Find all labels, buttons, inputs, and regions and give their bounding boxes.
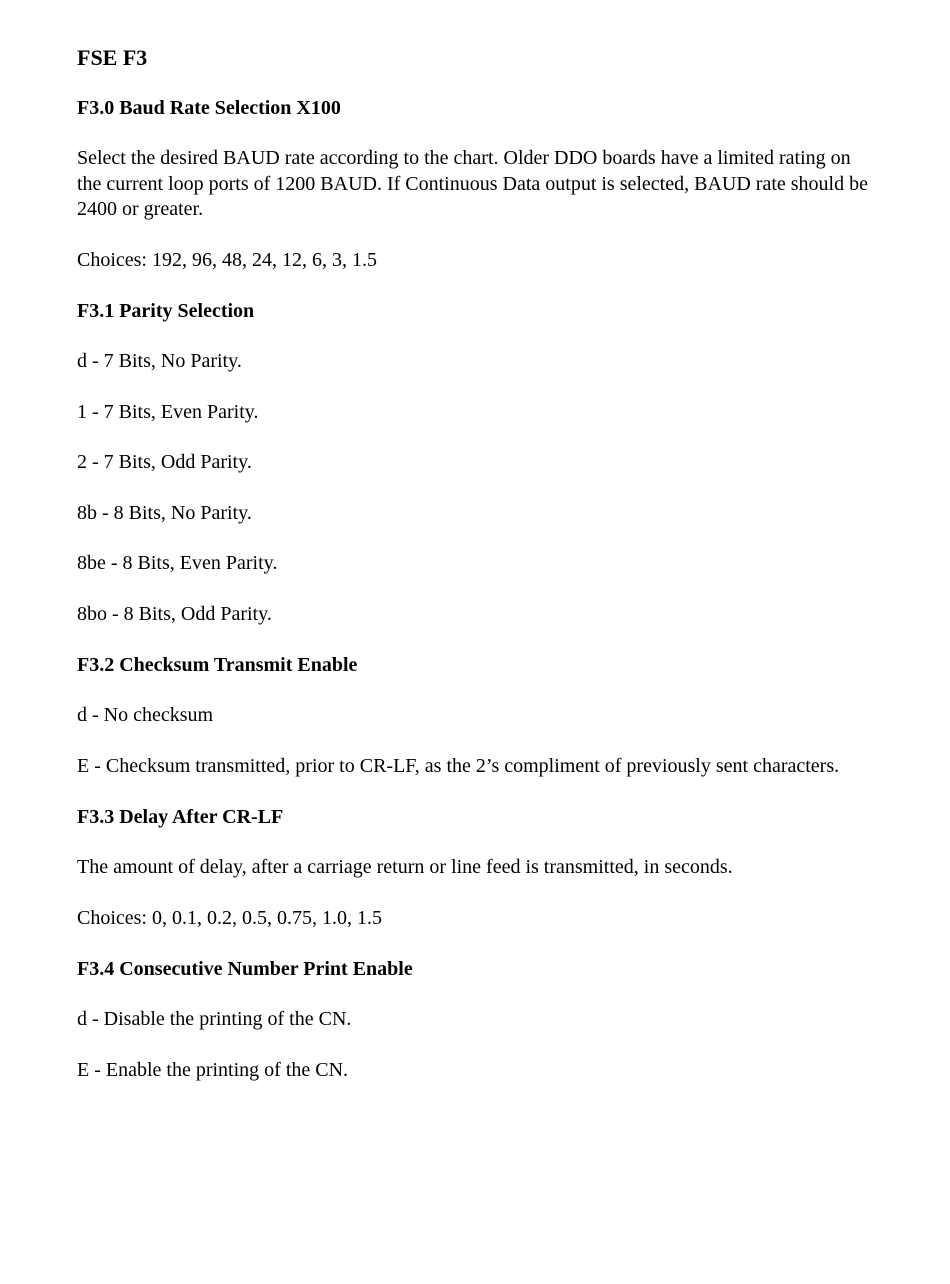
paragraph: 8be - 8 Bits, Even Parity. <box>77 552 278 574</box>
section-f3-2 <box>77 652 877 779</box>
paragraph: 8b - 8 Bits, No Parity. <box>77 501 252 524</box>
paragraph: d - No checksum <box>77 704 214 726</box>
paragraph: Select the desired BAUD rate according to the chart. Older DDO boards have a limited rating on the current loop ports of 1200 BAUD. If Continuous Data output is selected, BAUD rate should be 2400 or greater. <box>77 147 868 220</box>
section-heading: F3.3 Delay After CR-LF <box>77 806 284 828</box>
paragraph: Choices: 192, 96, 48, 24, 12, 6, 3, 1.5 <box>77 248 377 271</box>
section-heading: F3.0 Baud Rate Selection X100 <box>77 97 341 119</box>
section-f3-1 <box>77 298 877 627</box>
paragraph: Choices: 0, 0.1, 0.2, 0.5, 0.75, 1.0, 1.5 <box>77 906 382 929</box>
paragraph: d - Disable the printing of the CN. <box>77 1008 352 1030</box>
section-f3-3 <box>77 804 877 931</box>
paragraph: E - Enable the printing of the CN. <box>77 1058 349 1081</box>
section-heading: F3.1 Parity Selection <box>77 300 255 322</box>
document-title: FSE F3 <box>77 45 148 70</box>
section-heading: F3.4 Consecutive Number Print Enable <box>77 958 413 980</box>
section-heading: F3.2 Checksum Transmit Enable <box>77 654 358 676</box>
document-page <box>77 44 877 1108</box>
paragraph: 2 - 7 Bits, Odd Parity. <box>77 451 252 473</box>
paragraph: 1 - 7 Bits, Even Parity. <box>77 400 259 423</box>
paragraph: d - 7 Bits, No Parity. <box>77 350 242 372</box>
paragraph: 8bo - 8 Bits, Odd Parity. <box>77 602 272 625</box>
section-f3-0 <box>77 95 877 273</box>
paragraph: E - Checksum transmitted, prior to CR-LF, as the 2’s compliment of previously sent characters. <box>77 754 840 777</box>
section-f3-4 <box>77 956 877 1083</box>
paragraph: The amount of delay, after a carriage return or line feed is transmitted, in seconds. <box>77 856 733 878</box>
